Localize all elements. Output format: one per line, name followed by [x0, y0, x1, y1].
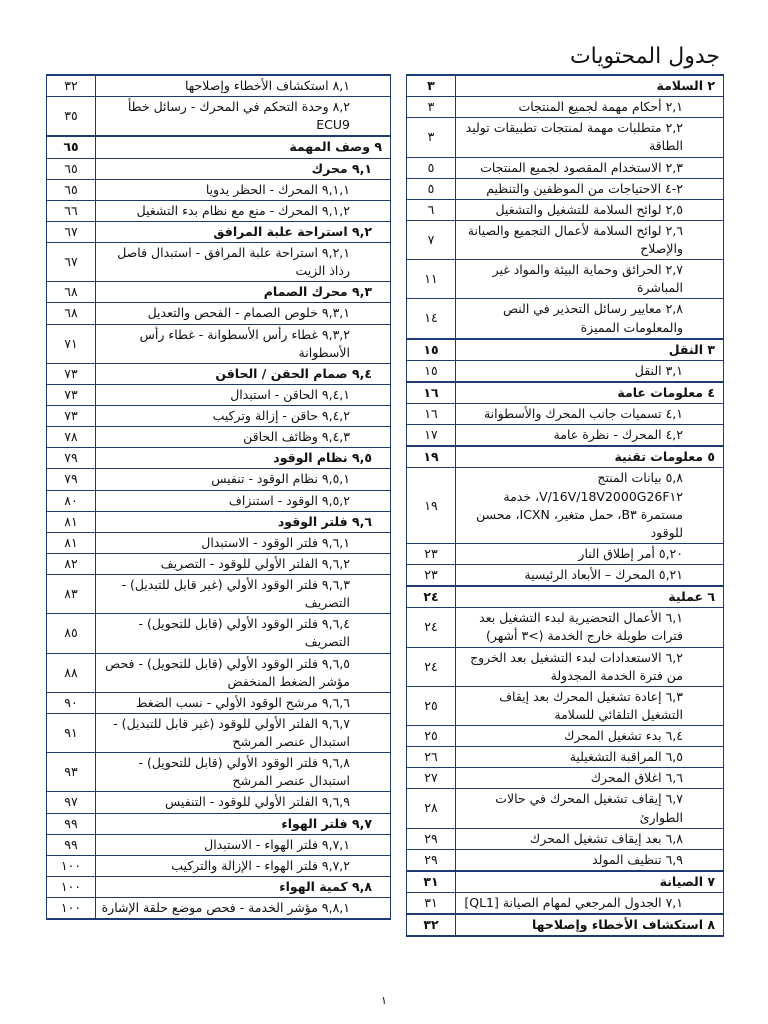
toc-entry-page: ٢٣	[407, 565, 456, 587]
toc-entry-page: ٩٧	[47, 792, 96, 813]
toc-entry-page: ٦٦	[47, 200, 96, 221]
toc-entry[interactable]	[47, 406, 391, 427]
toc-entry-page: ٦٥	[47, 179, 96, 200]
toc-entry-page: ٣	[407, 97, 456, 118]
toc-entry-page: ٢٥	[407, 726, 456, 747]
toc-entry-title: ٢,٧ الحرائق وحماية البيئة والمواد غير المباشرة	[456, 260, 724, 299]
toc-entry[interactable]	[47, 792, 391, 813]
toc-entry-page: ٢٦	[407, 747, 456, 768]
toc-entry[interactable]	[407, 118, 724, 157]
toc-entry[interactable]	[47, 384, 391, 405]
toc-entry[interactable]	[47, 490, 391, 511]
toc-entry[interactable]	[47, 363, 391, 384]
toc-entry-page: ٦٧	[47, 221, 96, 242]
toc-entry-title: ٦,٤ بدء تشغيل المحرك	[456, 726, 724, 747]
toc-entry[interactable]	[47, 221, 391, 242]
toc-entry[interactable]	[47, 713, 391, 752]
toc-entry[interactable]	[407, 647, 724, 686]
toc-entry-page: ٧٨	[47, 427, 96, 448]
toc-entry-page: ٧	[407, 220, 456, 259]
toc-entry[interactable]	[47, 753, 391, 792]
toc-entry[interactable]	[407, 768, 724, 789]
toc-entry-page: ٥	[407, 178, 456, 199]
toc-entry-title: ٩,٥,١ نظام الوقود - تنفيس	[96, 469, 391, 490]
toc-entry[interactable]	[47, 469, 391, 490]
toc-entry-page: ١١	[407, 260, 456, 299]
toc-entry-title: ٢,٦ لوائح السلامة لأعمال التجميع والصيانة والإصلاح	[456, 220, 724, 259]
toc-entry-page: ٩٠	[47, 692, 96, 713]
toc-entry-title: ٨,١ استكشاف الأخطاء وإصلاحها	[96, 75, 391, 97]
toc-entry-page: ١٦	[407, 404, 456, 425]
toc-entry[interactable]	[407, 468, 724, 544]
toc-entry-title: ٢,٢ متطلبات مهمة لمنتجات تطبيقات توليد الطاقة	[456, 118, 724, 157]
toc-entry[interactable]	[47, 813, 391, 834]
toc-left-body	[47, 75, 391, 919]
toc-entry[interactable]	[47, 136, 391, 158]
toc-entry-title: ٢,٨ معايير رسائل التحذير في النص والمعلومات المميزة	[456, 299, 724, 339]
toc-entry-title: ٩,٦ فلتر الوقود	[96, 511, 391, 532]
toc-entry-page: ١٩	[407, 468, 456, 544]
toc-entry-page: ٨٨	[47, 653, 96, 692]
toc-entry-page: ٩٩	[47, 834, 96, 855]
toc-entry[interactable]	[47, 303, 391, 324]
toc-entry[interactable]	[407, 339, 724, 361]
toc-entry-title: ٦ عملية	[456, 586, 724, 608]
toc-entry[interactable]	[407, 178, 724, 199]
toc-entry-page: ٢٩	[407, 849, 456, 871]
toc-entry[interactable]	[47, 158, 391, 179]
toc-entry-title: ٩,٦,١ فلتر الوقود - الاستبدال	[96, 532, 391, 553]
toc-entry-title: ٨,٢ وحدة التحكم في المحرك - رسائل خطأ ECU9	[96, 97, 391, 137]
toc-entry-page: ٧١	[47, 324, 96, 363]
toc-entry-title: ٩,١,١ المحرك - الحظر يدويا	[96, 179, 391, 200]
toc-entry-title: ٣,١ النقل	[456, 360, 724, 382]
toc-entry-title: ٣ النقل	[456, 339, 724, 361]
toc-entry[interactable]	[407, 425, 724, 447]
toc-entry-title: ٩,٤,١ الحاقن - استبدال	[96, 384, 391, 405]
toc-entry-title: ٦,٢ الاستعدادات لبدء التشغيل بعد الخروج من فترة الخدمة المجدولة	[456, 647, 724, 686]
toc-entry-page: ٣	[407, 118, 456, 157]
toc-entry-page: ٢٧	[407, 768, 456, 789]
toc-entry[interactable]	[407, 157, 724, 178]
toc-entry-page: ١٤	[407, 299, 456, 339]
toc-entry[interactable]	[407, 871, 724, 893]
toc-table-right	[406, 74, 724, 937]
toc-entry-page: ٢٥	[407, 686, 456, 725]
toc-entry-title: ٩,٣,٢ غطاء رأس الأسطوانة - غطاء رأس الأسطوانة	[96, 324, 391, 363]
toc-entry-page: ٣٢	[407, 914, 456, 936]
toc-entry[interactable]	[407, 404, 724, 425]
toc-entry[interactable]	[407, 828, 724, 849]
toc-entry-page: ٢٩	[407, 828, 456, 849]
toc-entry-title: ٤,١ تسميات جانب المحرك والأسطوانة	[456, 404, 724, 425]
toc-entry[interactable]	[407, 686, 724, 725]
toc-entry[interactable]	[407, 789, 724, 828]
toc-entry[interactable]	[407, 543, 724, 564]
toc-entry-page: ٦٨	[47, 303, 96, 324]
toc-entry-title: ٩,٦,٦ مرشح الوقود الأولي - نسب الضغط	[96, 692, 391, 713]
toc-entry[interactable]	[47, 427, 391, 448]
toc-entry-page: ٥	[407, 157, 456, 178]
toc-entry[interactable]	[47, 243, 391, 282]
toc-entry[interactable]	[407, 586, 724, 608]
toc-entry[interactable]	[47, 97, 391, 137]
toc-entry-page: ٦٨	[47, 282, 96, 303]
toc-entry-page: ٦	[407, 199, 456, 220]
toc-entry[interactable]	[407, 97, 724, 118]
toc-entry[interactable]	[47, 653, 391, 692]
toc-table-left	[46, 74, 391, 920]
toc-entry-page: ٧٩	[47, 469, 96, 490]
toc-entry[interactable]	[407, 608, 724, 647]
toc-entry-page: ٣١	[407, 893, 456, 915]
toc-entry-page: ٢٤	[407, 586, 456, 608]
toc-entry[interactable]	[47, 834, 391, 855]
toc-entry[interactable]	[407, 914, 724, 936]
toc-entry[interactable]	[47, 692, 391, 713]
toc-entry-page: ٣١	[407, 871, 456, 893]
toc-entry-title: ٩,٥ نظام الوقود	[96, 448, 391, 469]
toc-entry-title: ٦,٦ اغلاق المحرك	[456, 768, 724, 789]
toc-entry-title: ٤,٢ المحرك - نظرة عامة	[456, 425, 724, 447]
toc-entry-page: ١٥	[407, 339, 456, 361]
toc-entry[interactable]	[407, 849, 724, 871]
toc-entry-title: ٦,٧ إيقاف تشغيل المحرك في حالات الطوارئ	[456, 789, 724, 828]
toc-entry-page: ٦٧	[47, 243, 96, 282]
toc-entry-page: ٣٥	[47, 97, 96, 137]
toc-entry-title: ٩,٦,٨ فلتر الوقود الأولي (قابل للتحويل) - استبدال عنصر المرشح	[96, 753, 391, 792]
toc-entry[interactable]	[47, 282, 391, 303]
toc-entry-title: ٩,٧,١ فلتر الهواء - الاستبدال	[96, 834, 391, 855]
toc-entry-page: ٨٥	[47, 614, 96, 653]
toc-entry-title: ٩,٨,١ مؤشر الخدمة - فحص موضع حلقة الإشارة	[96, 898, 391, 920]
toc-entry-title: ٢,٣ الاستخدام المقصود لجميع المنتجات	[456, 157, 724, 178]
toc-entry-title: ٩,١ محرك	[96, 158, 391, 179]
toc-entry-title: ٩,١,٢ المحرك - منع مع نظام بدء التشغيل	[96, 200, 391, 221]
toc-entry-title: ٩,٦,٣ فلتر الوقود الأولي (غير قابل للتبديل) - التصريف	[96, 575, 391, 614]
toc-entry-title: ٩,٦,٩ الفلتر الأولي للوقود - التنفيس	[96, 792, 391, 813]
toc-entry-title: ٩,٦,٤ فلتر الوقود الأولي (قابل للتحويل) - التصريف	[96, 614, 391, 653]
toc-entry-title: ٦,٥ المراقبة التشغيلية	[456, 747, 724, 768]
toc-entry-page: ٨١	[47, 511, 96, 532]
toc-entry[interactable]	[407, 893, 724, 915]
toc-entry[interactable]	[47, 855, 391, 876]
toc-entry-title: ٥ معلومات تقنية	[456, 446, 724, 468]
toc-entry-page: ٣	[407, 75, 456, 97]
toc-entry-title: ٢,١ أحكام مهمة لجميع المنتجات	[456, 97, 724, 118]
toc-entry-title: ٩,٦,٥ فلتر الوقود الأولي (قابل للتحويل) - فحص مؤشر الضغط المنخفض	[96, 653, 391, 692]
toc-entry-title: ٦,٨ بعد إيقاف تشغيل المحرك	[456, 828, 724, 849]
toc-entry[interactable]	[47, 575, 391, 614]
toc-entry-title: ٩,٤,٣ وظائف الحاقن	[96, 427, 391, 448]
toc-entry[interactable]	[47, 511, 391, 532]
toc-entry-title: ٩,٦,٢ الفلتر الأولي للوقود - التصريف	[96, 553, 391, 574]
toc-entry-title: ٦,١ الأعمال التحضيرية لبدء التشغيل بعد فترات طويلة خارج الخدمة (>٣ أشهر)	[456, 608, 724, 647]
toc-entry[interactable]	[47, 179, 391, 200]
toc-entry-page: ٣٢	[47, 75, 96, 97]
toc-entry-page: ٢٨	[407, 789, 456, 828]
toc-entry-page: ٨٠	[47, 490, 96, 511]
toc-entry-page: ٦٥	[47, 158, 96, 179]
toc-entry-title: ٩,٥,٢ الوقود - استنزاف	[96, 490, 391, 511]
toc-entry-page: ١٥	[407, 360, 456, 382]
toc-entry-title: ٩,٧,٢ فلتر الهواء - الإزالة والتركيب	[96, 855, 391, 876]
toc-entry[interactable]	[47, 876, 391, 897]
toc-entry-page: ١٩	[407, 446, 456, 468]
toc-entry-title: ٩,٢ استراحة علبة المرافق	[96, 221, 391, 242]
toc-entry-title: ٩,٨ كمية الهواء	[96, 876, 391, 897]
toc-entry[interactable]	[407, 747, 724, 768]
toc-entry-page: ٩٩	[47, 813, 96, 834]
toc-entry-page: ٢٤	[407, 647, 456, 686]
toc-right-body	[407, 75, 724, 936]
toc-entry-title: ٦,٩ تنظيف المولد	[456, 849, 724, 871]
toc-entry-title: ٤ معلومات عامة	[456, 382, 724, 404]
toc-entry[interactable]	[47, 448, 391, 469]
toc-entry-page: ٦٥	[47, 136, 96, 158]
page-title: جدول المحتويات	[569, 44, 720, 69]
toc-entry[interactable]	[47, 200, 391, 221]
toc-entry-title: ٦,٣ إعادة تشغيل المحرك بعد إيقاف التشغيل التلقائي للسلامة	[456, 686, 724, 725]
toc-entry-title: ٧ الصيانة	[456, 871, 724, 893]
toc-entry-page: ٢٣	[407, 543, 456, 564]
toc-entry-title: ٢,٥ لوائح السلامة للتشغيل والتشغيل	[456, 199, 724, 220]
toc-entry-title: ٧,١ الجدول المرجعي لمهام الصيانة [QL1]	[456, 893, 724, 915]
toc-entry-title: ٥,٢٠ أمر إطلاق النار	[456, 543, 724, 564]
toc-entry-title: ٨ استكشاف الأخطاء وإصلاحها	[456, 914, 724, 936]
toc-entry-page: ٧٣	[47, 363, 96, 384]
toc-entry-page: ٩٣	[47, 753, 96, 792]
toc-entry-page: ١٦	[407, 382, 456, 404]
toc-entry-title: ٩,٣,١ خلوص الصمام - الفحص والتعديل	[96, 303, 391, 324]
toc-entry-page: ١٧	[407, 425, 456, 447]
toc-entry-page: ٨١	[47, 532, 96, 553]
toc-entry-page: ٧٣	[47, 384, 96, 405]
toc-entry[interactable]	[407, 220, 724, 259]
toc-entry[interactable]	[407, 726, 724, 747]
toc-entry[interactable]	[407, 382, 724, 404]
toc-entry[interactable]	[407, 299, 724, 339]
toc-entry[interactable]	[407, 565, 724, 587]
toc-entry-title: ٥,٨ بيانات المنتج V/16V/18V2000G26F١٢، خدمة مستمرة B٣، حمل متغير، ICXN، محسن للوقود	[456, 468, 724, 544]
toc-entry-page: ٩١	[47, 713, 96, 752]
toc-entry-page: ١٠٠	[47, 855, 96, 876]
toc-entry-title: ٩ وصف المهمة	[96, 136, 391, 158]
page-number: ١	[381, 994, 387, 1007]
toc-entry-page: ٨٣	[47, 575, 96, 614]
toc-entry[interactable]	[47, 532, 391, 553]
toc-entry-title: ٩,٤,٢ حاقن - إزالة وتركيب	[96, 406, 391, 427]
toc-entry[interactable]	[47, 614, 391, 653]
toc-entry[interactable]	[47, 324, 391, 363]
toc-entry[interactable]	[47, 553, 391, 574]
toc-entry-page: ١٠٠	[47, 898, 96, 920]
toc-entry-title: ٩,٣ محرك الصمام	[96, 282, 391, 303]
toc-entry[interactable]	[407, 75, 724, 97]
toc-entry-title: ٥,٢١ المحرك – الأبعاد الرئيسية	[456, 565, 724, 587]
toc-entry[interactable]	[407, 360, 724, 382]
toc-entry-title: ٩,٦,٧ الفلتر الأولي للوقود (غير قابل للتبديل) - استبدال عنصر المرشح	[96, 713, 391, 752]
toc-entry-title: ٩,٢,١ استراحة علبة المرافق - استبدال فاصل رذاذ الزيت	[96, 243, 391, 282]
toc-entry[interactable]	[407, 260, 724, 299]
toc-entry[interactable]	[47, 75, 391, 97]
toc-entry[interactable]	[407, 446, 724, 468]
toc-entry-page: ٧٩	[47, 448, 96, 469]
toc-entry-title: ٩,٤ صمام الحقن / الحاقن	[96, 363, 391, 384]
toc-entry-page: ١٠٠	[47, 876, 96, 897]
toc-entry-title: ٩,٧ فلتر الهواء	[96, 813, 391, 834]
toc-entry-page: ٨٢	[47, 553, 96, 574]
toc-entry-title: ٢-٤ الاحتياجات من الموظفين والتنظيم	[456, 178, 724, 199]
toc-entry-page: ٧٣	[47, 406, 96, 427]
toc-entry[interactable]	[47, 898, 391, 920]
toc-entry[interactable]	[407, 199, 724, 220]
toc-entry-title: ٢ السلامة	[456, 75, 724, 97]
toc-entry-page: ٢٤	[407, 608, 456, 647]
